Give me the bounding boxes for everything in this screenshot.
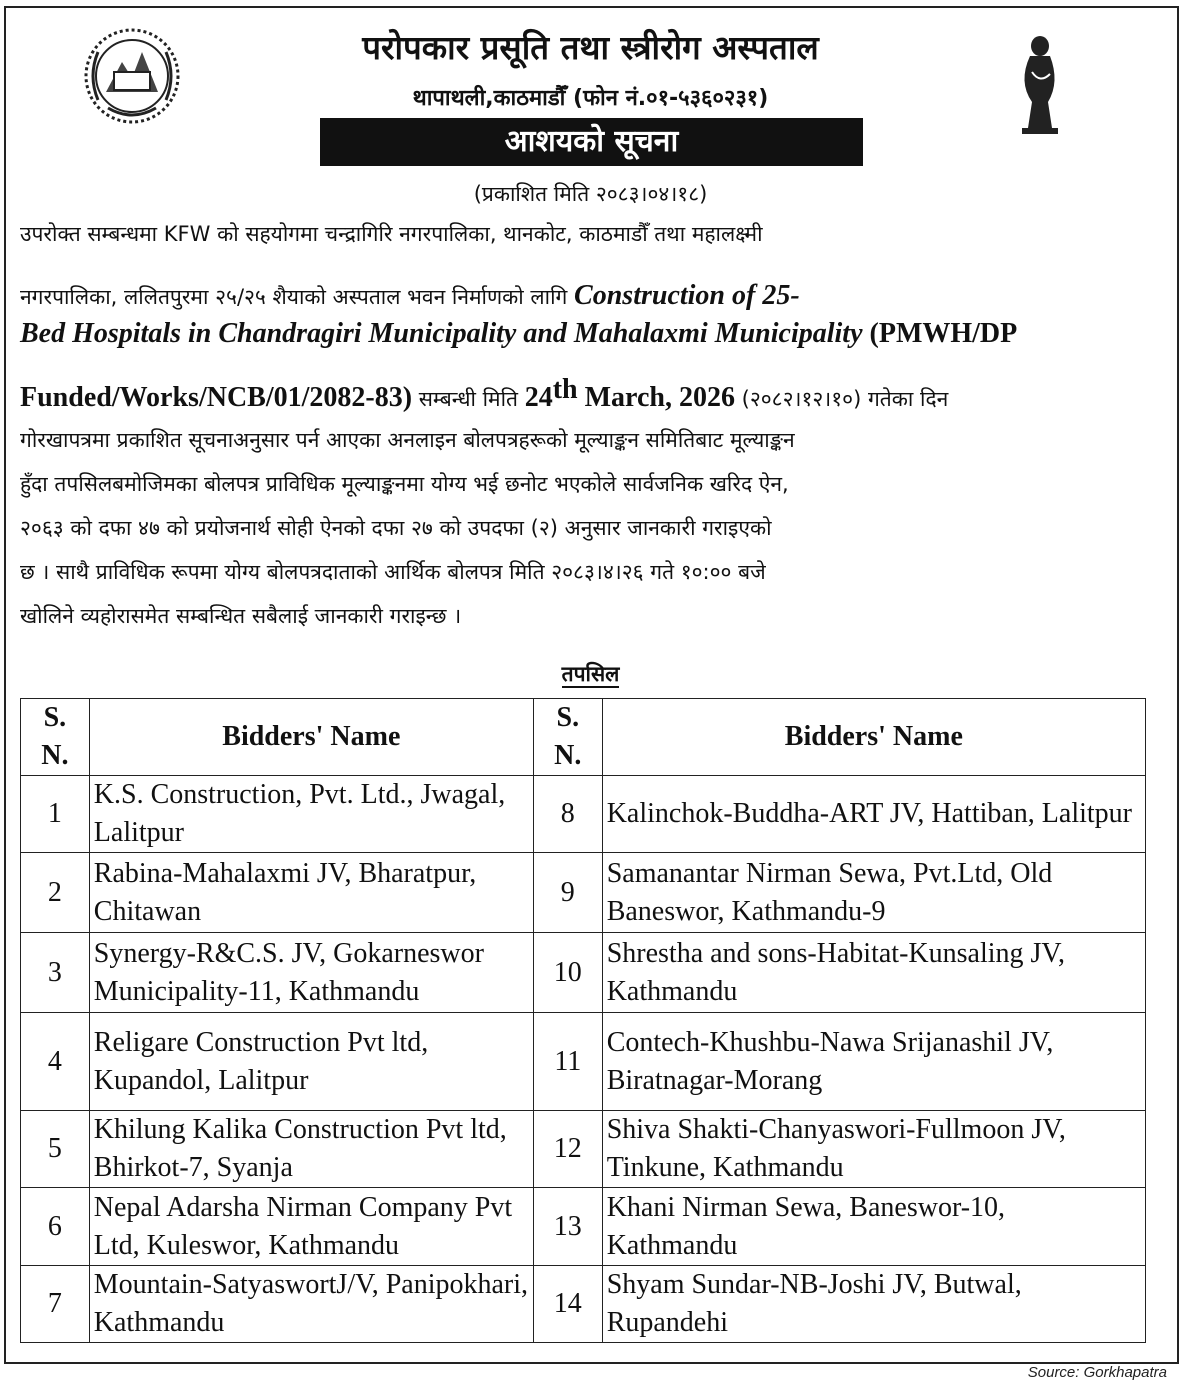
sn-header: S. N. (533, 699, 602, 776)
body-line: २०६३ को दफा ४७ को प्रयोजनार्थ सोही ऐनको दफा २७ को उपदफा (२) अनुसार जानकारी गराइएको (20, 516, 772, 540)
serial-number: 8 (533, 776, 602, 853)
bidder-name: Shiva Shakti-Chanyaswori-Fullmoon JV, Tinkune, Kathmandu (602, 1111, 1145, 1188)
bidder-name: Contech-Khushbu-Nawa Srijanashil JV, Biratnagar-Morang (602, 1013, 1145, 1111)
serial-number: 2 (21, 853, 90, 933)
body-line: हुँदा तपसिलबमोजिमका बोलपत्र प्राविधिक मूल्याङ्कनमा योग्य भई छनोट भएकोले सार्वजनिक खरिद ऐन, (20, 472, 789, 496)
published-date: (प्रकाशित मिति २०८३।०४।१८) (473, 182, 708, 206)
bidders-name-header: Bidders' Name (89, 699, 533, 776)
serial-number: 4 (21, 1013, 90, 1111)
date-day: 24 (524, 382, 553, 413)
table-caption: तपसिल (561, 662, 620, 686)
date-month-year: March, 2026 (577, 382, 735, 413)
table-header-row (21, 699, 1146, 776)
table-row (21, 776, 1146, 853)
contract-id-segment: (PMWH/DP (862, 318, 1018, 349)
table-row (21, 1013, 1146, 1111)
bidder-name: Shyam Sundar-NB-Joshi JV, Butwal, Rupandehi (602, 1266, 1145, 1343)
table-row (21, 933, 1146, 1013)
serial-number: 1 (21, 776, 90, 853)
serial-number: 13 (533, 1188, 602, 1266)
bidder-name: Synergy-R&C.S. JV, Gokarneswor Municipality-11, Kathmandu (89, 933, 533, 1013)
table-row (21, 1111, 1146, 1188)
hospital-name: परोपकार प्रसूति तथा स्त्रीरोग अस्पताल (362, 28, 819, 67)
bidder-name: Kalinchok-Buddha-ART JV, Hattiban, Lalitpur (602, 776, 1145, 853)
date-suffix: th (552, 374, 578, 405)
serial-number: 6 (21, 1188, 90, 1266)
body-line: खोलिने व्यहोरासमेत सम्बन्धित सबैलाई जानकारी गराइन्छ । (20, 604, 462, 628)
body-text-segment: सम्बन्धी मिति (412, 387, 525, 411)
serial-number: 11 (533, 1013, 602, 1111)
table-row (21, 853, 1146, 933)
body-text-segment: नगरपालिका, ललितपुरमा २५/२५ शैयाको अस्पताल भवन निर्माणको लागि (20, 285, 575, 309)
bidder-name: Samanantar Nirman Sewa, Pvt.Ltd, Old Baneswor, Kathmandu-9 (602, 853, 1145, 933)
body-line: गोरखापत्रमा प्रकाशित सूचनाअनुसार पर्न आएका अनलाइन बोलपत्रहरूको मूल्याङ्कन समितिबाट मूल्याङ्कन (20, 428, 795, 452)
bidder-name: Shrestha and sons-Habitat-Kunsaling JV, Kathmandu (602, 933, 1145, 1013)
bidders-table (20, 698, 1146, 1343)
hospital-address: थापाथली,काठमाडौँ (फोन नं.०१-५३६०२३१) (412, 86, 769, 111)
table-row (21, 1188, 1146, 1266)
bidder-name: Khani Nirman Sewa, Baneswor-10, Kathmandu (602, 1188, 1145, 1266)
body-line (20, 280, 1164, 312)
serial-number: 9 (533, 853, 602, 933)
bidder-name: Khilung Kalika Construction Pvt ltd, Bhirkot-7, Syanja (89, 1111, 533, 1188)
source-credit: Source: Gorkhapatra (1027, 1364, 1167, 1381)
body-line: उपरोक्त सम्बन्धमा KFW को सहयोगमा चन्द्रागिरि नगरपालिका, थानकोट, काठमाडौँ तथा महालक्ष्मी (20, 222, 763, 246)
contract-id-segment: Funded/Works/NCB/01/2082-83) (20, 382, 413, 413)
body-line (20, 374, 1164, 414)
bidders-name-header: Bidders' Name (602, 699, 1145, 776)
sn-header: S. N. (21, 699, 90, 776)
bidder-name: Rabina-Mahalaxmi JV, Bharatpur, Chitawan (89, 853, 533, 933)
serial-number: 12 (533, 1111, 602, 1188)
bidder-name: Religare Construction Pvt ltd, Kupandol, Lalitpur (89, 1013, 533, 1111)
table-row (21, 1266, 1146, 1343)
serial-number: 5 (21, 1111, 90, 1188)
serial-number: 3 (21, 933, 90, 1013)
project-title-segment: Bed Hospitals in Chandragiri Municipality and Mahalaxmi Municipality (20, 318, 863, 349)
bidder-name: Mountain-SatyaswortJ/V, Panipokhari, Kathmandu (89, 1266, 533, 1343)
serial-number: 14 (533, 1266, 602, 1343)
body-text-segment: (२०८२।१२।१०) गतेका दिन (734, 387, 949, 411)
serial-number: 10 (533, 933, 602, 1013)
bidder-name: Nepal Adarsha Nirman Company Pvt Ltd, Kuleswor, Kathmandu (89, 1188, 533, 1266)
project-title-segment: Construction of 25- (574, 280, 800, 311)
body-line (20, 318, 1164, 350)
body-line: छ । साथै प्राविधिक रूपमा योग्य बोलपत्रदाताको आर्थिक बोलपत्र मिति २०८३।४।२६ गते १०:०० बजे (20, 560, 766, 584)
bidder-name: K.S. Construction, Pvt. Ltd., Jwagal, Lalitpur (89, 776, 533, 853)
serial-number: 7 (21, 1266, 90, 1343)
notice-title: आशयको सूचना (320, 118, 863, 166)
